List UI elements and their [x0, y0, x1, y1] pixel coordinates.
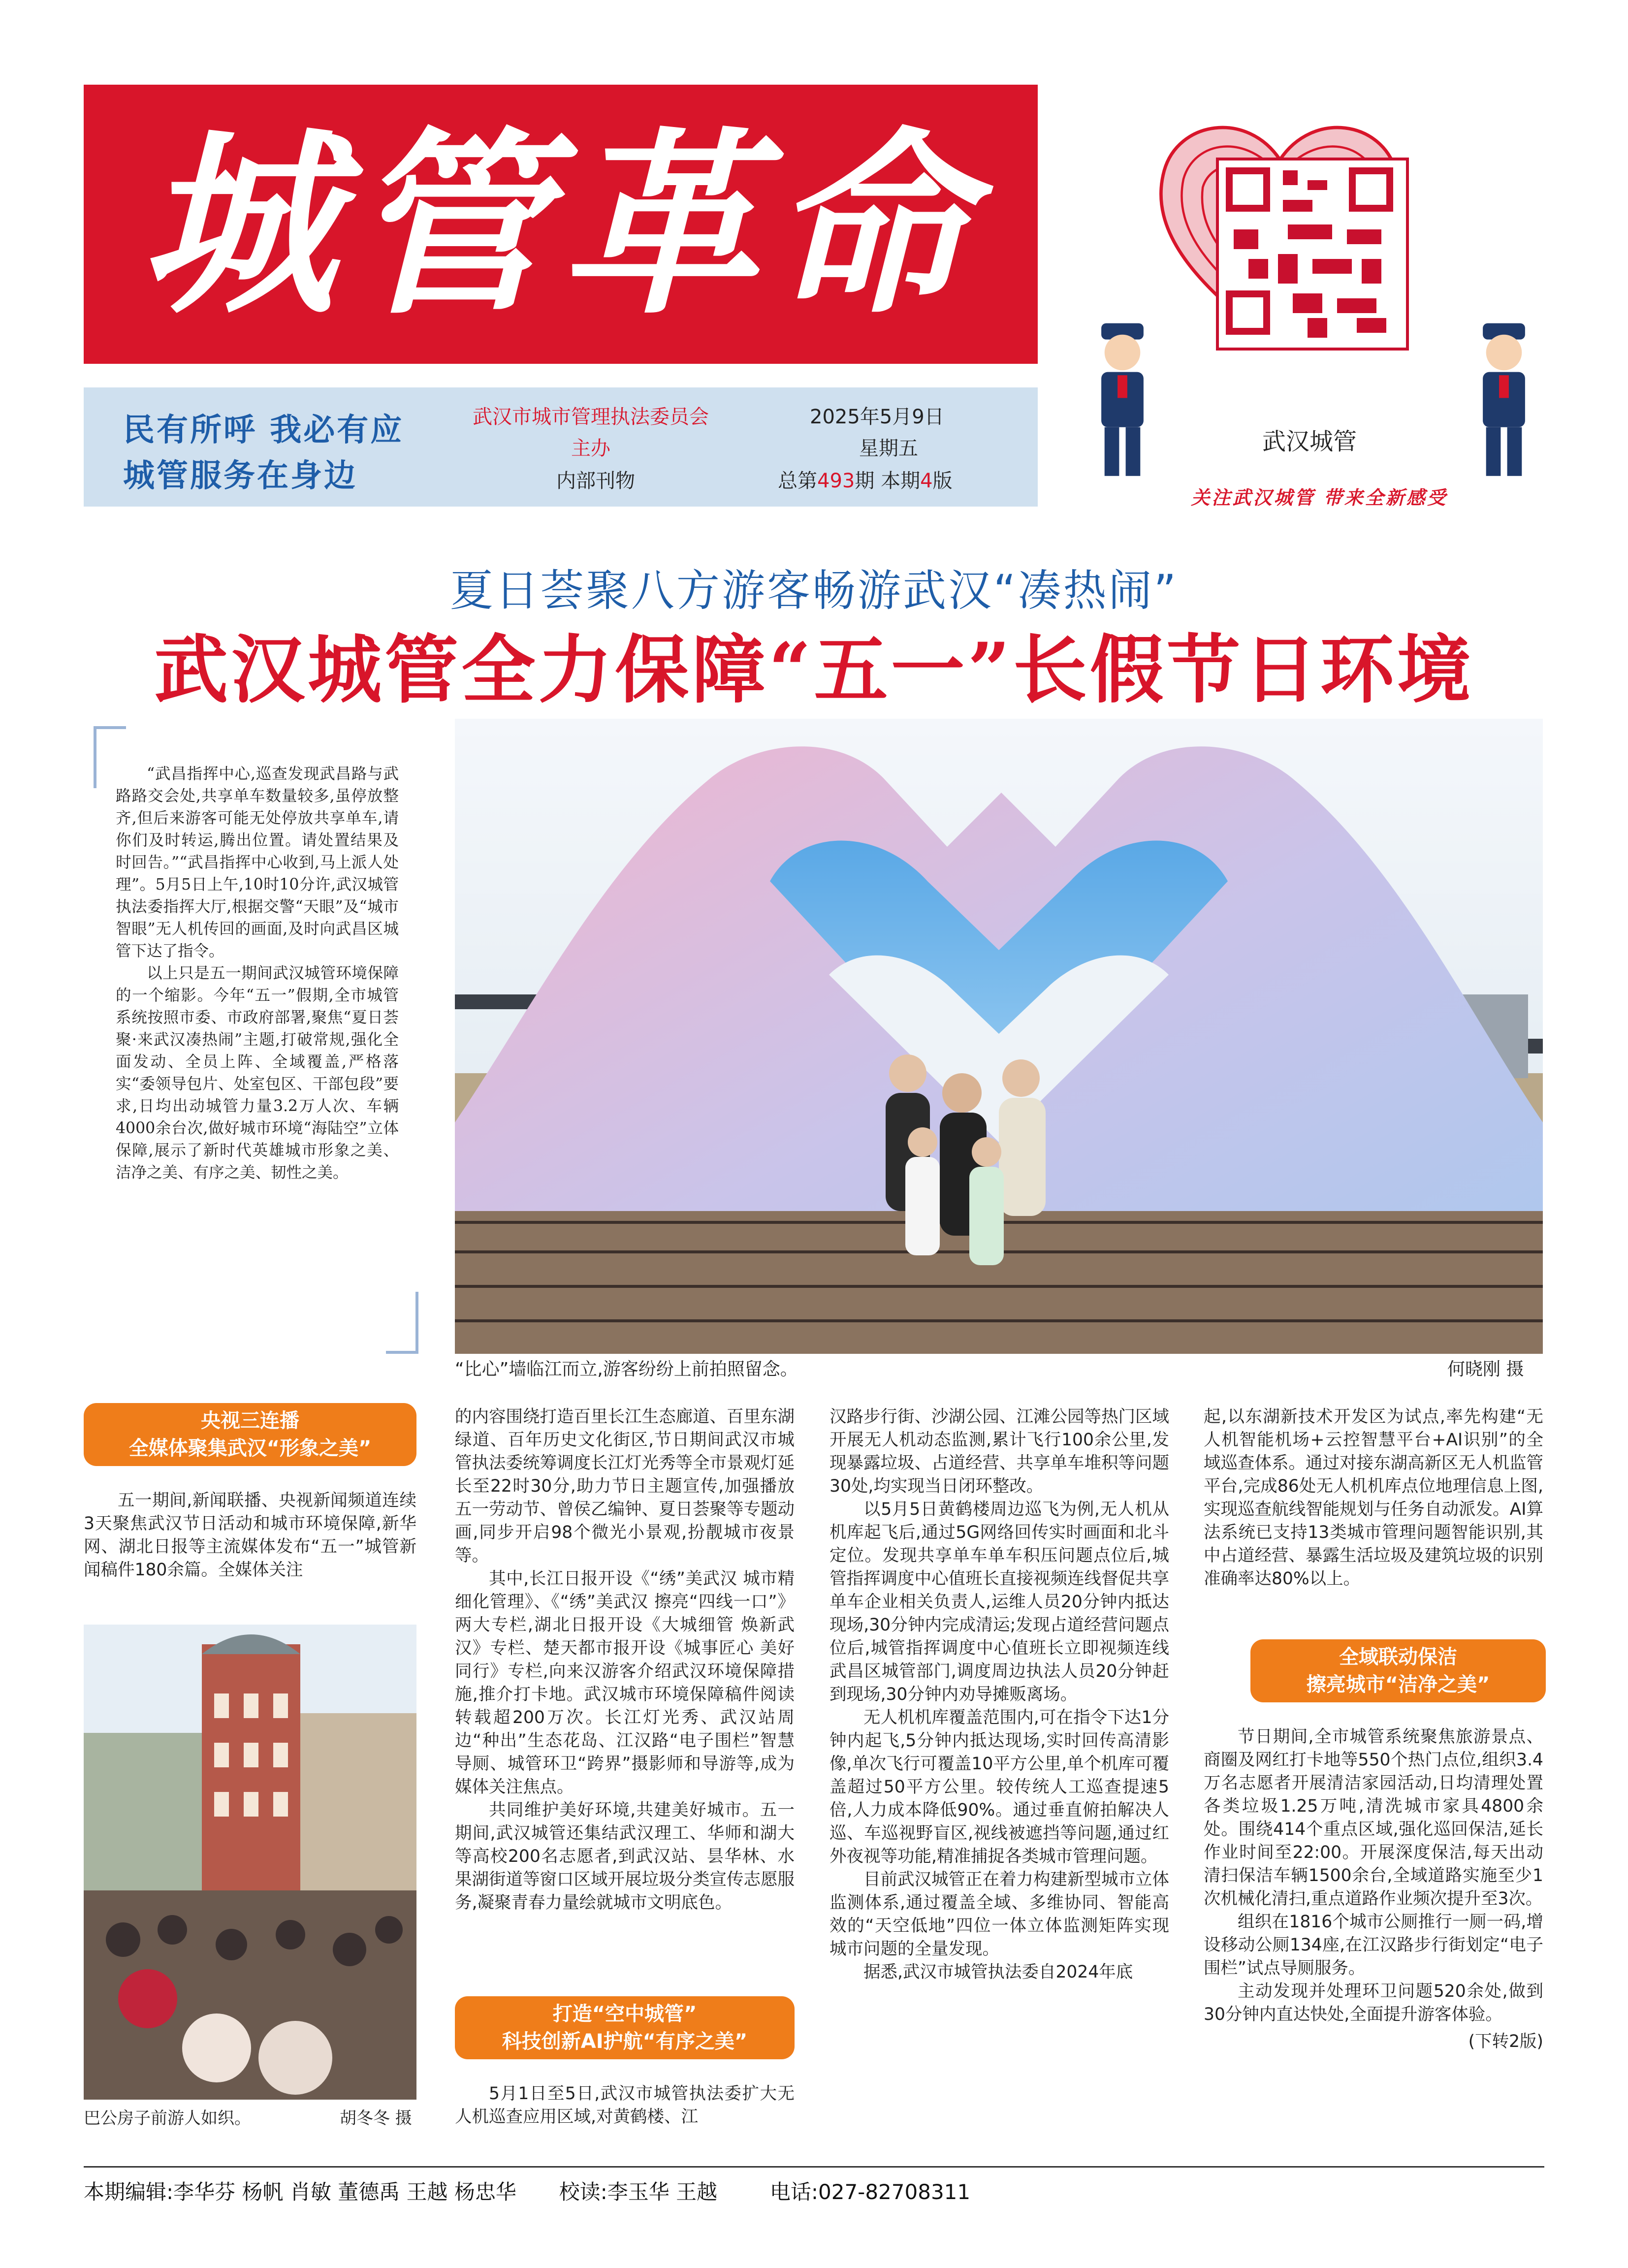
body-paragraph: 汉路步行街、沙湖公园、江滩公园等热门区域开展无人机动态监测,累计飞行100余公里,发现暴露垃圾、占道经营、共享单车堆积等问题30处,均实现当日闭环整改。 [830, 1407, 1169, 1496]
tag-line: 全域联动保洁 [1339, 1646, 1457, 1668]
issue-number [778, 465, 953, 493]
footer-phone: 电话:027-82708311 [769, 2180, 971, 2204]
issue-weekday: 星期五 [859, 437, 918, 460]
photo2-caption: 巴公房子前游人如织。 [84, 2108, 251, 2128]
logo-name: 武汉城管 [1262, 428, 1357, 455]
column-3 [830, 1406, 1169, 1984]
article-headline: 武汉城管全力保障“五一”长假节日环境 [154, 627, 1474, 713]
body-paragraph: 起,以东湖新技术开发区为试点,率先构建“无人机智能机场+云控智慧平台+AI识别”的全域巡查体系。通过对接东湖高新区无人机监管平台,完成86处无人机机库点位地理信息上图,实现巡查航线智能规划与任务自动派发。AI算法系统已支持13类城市管理问题智能识别,其中占道经营、暴露生活垃圾及建筑垃圾的识别准确率达80%以上。 [1204, 1407, 1543, 1589]
page-count: 4 [920, 470, 933, 492]
column-4 [1204, 1406, 1543, 1591]
issue-total-number: 493 [817, 470, 855, 492]
tag-line: 全媒体聚集武汉“形象之美” [128, 1437, 372, 1460]
photo-caption: “比心”墙临江而立,游客纷纷上前拍照留念。 [455, 1359, 798, 1379]
issue-prefix: 总第 [778, 470, 817, 492]
issue-mid: 期 本期 [855, 470, 921, 492]
lead-paragraph: 以上只是五一期间武汉城管环境保障的一个缩影。今年“五一”假期,全市城管系统按照市委、市政府部署,聚焦“夏日荟聚·来武汉凑热闹”主题,打破常规,强化全面发动、全员上阵、全域覆盖,严格落实“委领导包片、处室包区、干部包段”要求,日均出动城管力量3.2万人次、车辆4000余台次,做好城市环境“海陆空”立体保障,展示了新时代英雄城市形象之美、洁净之美、有序之美、韧性之美。 [116, 964, 399, 1182]
body-paragraph: 五一期间,新闻联播、央视新闻频道连续3天聚焦武汉节日活动和城市环境保障,新华网、湖北日报等主流媒体发布“五一”城管新闻稿件180余篇。全媒体关注 [84, 1491, 416, 1580]
officer-mascot-icon [1081, 320, 1164, 482]
page-suffix: 版 [932, 470, 953, 492]
slogan-line-2: 城管服务在身边 [123, 458, 357, 494]
body-paragraph: 共同维护美好环境,共建美好城市。五一期间,武汉城管还集结武汉理工、华师和湖大等高校200名志愿者,到武汉站、昙华林、水果湖街道等窗口区域开展垃圾分类宣传志愿服务,凝聚青春力量绘就城市文明底色。 [455, 1800, 795, 1913]
issue-date: 2025年5月9日 [810, 406, 944, 428]
photo-credit: 何晓刚 摄 [1447, 1359, 1524, 1379]
column-4-lower [1204, 1725, 1543, 2053]
qr-code[interactable] [1216, 158, 1409, 351]
column-1 [84, 1489, 416, 1582]
body-paragraph: 以5月5日黄鹤楼周边巡飞为例,无人机从机库起飞后,通过5G网络回传实时画面和北斗定位。发现共享单车单车积压问题点位后,城管指挥调度中心值班长直接视频连线督促共享单车企业相关负责人,运维人员20分钟内抵达现场,30分钟内完成清运;发现占道经营问题点位后,城管指挥调度中心值班长立即视频连线武昌区城管部门,调度周边执法人员20分钟赶到现场,30分钟内劝导摊贩离场。 [830, 1500, 1169, 1704]
footer [84, 2176, 970, 2205]
body-paragraph: 主动发现并处理环卫问题520余处,做到30分钟内直达快处,全面提升游客体验。 [1204, 1981, 1543, 2024]
body-paragraph: 其中,长江日报开设《“绣”美武汉 城市精细化管理》、《“绣”美武汉 擦亮“四线一口”》两大专栏,湖北日报开设《大城细管 焕新武汉》专栏、楚天都市报开设《城事匠心 美好同行》专栏,向来汉游客介绍武汉环境保障措施,推介打卡地。武汉城市环境保障稿件阅读转载超200万次。长江灯光秀、武汉站周边“种出”生态花岛、江汉路“电子围栏”智慧导厕、城管环卫“跨界”摄影师和导游等,成为媒体关注焦点。 [455, 1569, 795, 1797]
tag-line: 打造“空中城管” [552, 2003, 697, 2025]
masthead [84, 85, 1038, 364]
heart-hands-photo [455, 719, 1543, 1354]
body-paragraph: 据悉,武汉市城管执法委自2024年底 [863, 1962, 1133, 1982]
photo2-credit: 胡冬冬 摄 [340, 2108, 412, 2128]
slogan-line-1: 民有所呼 我必有应 [123, 412, 404, 448]
body-paragraph: 组织在1816个城市公厕推行一厕一码,增设移动公厕134座,在江汉路步行街划定“电子围栏”试点导厕服务。 [1204, 1912, 1543, 1978]
body-paragraph: 节日期间,全市城管系统聚焦旅游景点、商圈及网红打卡地等550个热门点位,组织3.4万名志愿者开展清洁家园活动,日均清理处置各类垃圾1.25万吨,清洗城市家具4800余处。围绕414个重点区域,强化巡回保洁,延长作业时间至22:00。开展深度保洁,每天出动清扫保洁车辆1500余台,全域道路实施至少1次机械化清扫,重点道路作业频次提升至3次。 [1204, 1727, 1543, 1909]
article-subhead: 夏日荟聚八方游客畅游武汉“凑热闹” [449, 565, 1179, 616]
publisher-role: 主办 [571, 437, 610, 460]
section-tag-cleaning [1250, 1639, 1546, 1702]
body-paragraph: 目前武汉城管正在着力构建新型城市立体监测体系,通过覆盖全域、多维协同、智能高效的“天空低地”四位一体立体监测矩阵实现城市问题的全量发现。 [830, 1870, 1169, 1959]
info-bar [84, 387, 1038, 507]
lead-text [116, 763, 399, 1184]
continued-note: (下转2版) [1468, 2032, 1543, 2051]
column-2-tail [455, 2082, 795, 2129]
footer-proofread: 校读:李玉华 王越 [559, 2180, 718, 2204]
tag-line: 擦亮城市“洁净之美” [1306, 1673, 1490, 1696]
footer-divider [84, 2166, 1544, 2168]
publication-type: 内部刊物 [556, 470, 635, 492]
section-tag-sky-city [455, 1996, 795, 2059]
logo-slogan: 关注武汉城管 带来全新感受 [1191, 486, 1448, 509]
footer-editors: 本期编辑:李华芬 杨帆 肖敏 董德禹 王越 杨忠华 [84, 2180, 516, 2204]
tag-line: 央视三连播 [201, 1409, 299, 1432]
newspaper-title: 城管革命 [139, 109, 982, 341]
publisher-name: 武汉市城市管理执法委员会 [473, 406, 709, 428]
tag-line: 科技创新AI护航“有序之美” [502, 2030, 748, 2053]
body-paragraph: 无人机机库覆盖范围内,可在指令下达1分钟内起飞,5分钟内抵达现场,实时回传高清影像,单次飞行可覆盖10平方公里,单个机库可覆盖超过50平方公里。较传统人工巡查提速5倍,人力成本降低90%。通过垂直俯拍解决人巡、车巡视野盲区,视线被遮挡等问题,通过红外夜视等功能,精准捕捉各类城市管理问题。 [830, 1708, 1169, 1866]
column-2 [455, 1406, 795, 1915]
lead-paragraph: “武昌指挥中心,巡查发现武昌路与武路路交会处,共享单车数量较多,虽停放整齐,但后来游客可能无处停放共享单车,请你们及时转运,腾出位置。请处置结果及时回告。”“武昌指挥中心收到,马上派人处理”。5月5日上午,10时10分许,武汉城管执法委指挥大厅,根据交警“天眼”及“城市智眼”无人机传回的画面,及时向武昌区城管下达了指令。 [116, 765, 399, 960]
body-paragraph: 5月1日至5日,武汉市城管执法委扩大无人机巡查应用区域,对黄鹤楼、江 [455, 2084, 795, 2127]
bagong-house-photo [84, 1625, 416, 2100]
officer-mascot-icon [1462, 320, 1546, 482]
section-tag-cctv [84, 1403, 416, 1466]
body-paragraph: 的内容围绕打造百里长江生态廊道、百里东湖绿道、百年历史文化街区,节日期间武汉市城管执法委统筹调度长江灯光秀等全市景观灯延长至22时30分,助力节日主题宣传,加强播放五一劳动节、曾侯乙编钟、夏日荟聚等专题动画,同步开启98个微光小景观,扮靓城市夜景等。 [455, 1407, 795, 1565]
